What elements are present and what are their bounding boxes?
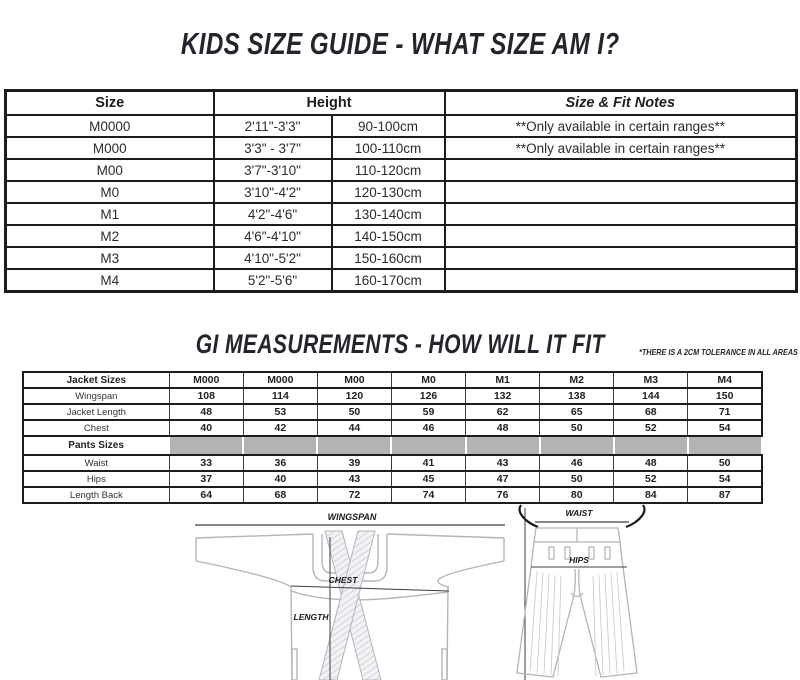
value-cell: 114 xyxy=(243,388,317,404)
row-label-cell: Length Back xyxy=(23,487,169,503)
row-label-cell: Hips xyxy=(23,471,169,487)
value-cell: 54 xyxy=(688,471,762,487)
value-cell: 53 xyxy=(243,404,317,420)
value-cell: 48 xyxy=(169,404,243,420)
value-cell: 47 xyxy=(466,471,540,487)
value-cell xyxy=(688,436,762,455)
chest-label: CHEST xyxy=(328,575,358,585)
gi-measurements-table xyxy=(22,371,763,504)
value-cell: 41 xyxy=(391,455,465,471)
height-metric-cell: 140-150cm xyxy=(332,225,445,247)
size-header-cell: M3 xyxy=(614,372,688,388)
value-cell: 48 xyxy=(614,455,688,471)
gi-measurements-table-body xyxy=(23,372,762,503)
size-cell: M1 xyxy=(6,203,214,225)
value-cell: 37 xyxy=(169,471,243,487)
height-imperial-cell: 2'11"-3'3" xyxy=(214,115,332,137)
measurement-row xyxy=(23,388,762,404)
value-cell: 72 xyxy=(317,487,391,503)
size-cell: M4 xyxy=(6,269,214,292)
value-cell: 59 xyxy=(391,404,465,420)
row-label-cell: Chest xyxy=(23,420,169,436)
size-row xyxy=(6,225,797,247)
value-cell: 132 xyxy=(466,388,540,404)
value-cell: 40 xyxy=(243,471,317,487)
size-header-cell: M4 xyxy=(688,372,762,388)
value-cell: 68 xyxy=(614,404,688,420)
value-cell: 52 xyxy=(614,471,688,487)
pants-stitch-lines xyxy=(530,572,624,676)
value-cell: 71 xyxy=(688,404,762,420)
wingspan-label: WINGSPAN xyxy=(327,512,377,522)
notes-cell xyxy=(445,247,797,269)
tolerance-note: *THERE IS A 2CM TOLERANCE IN ALL AREAS xyxy=(639,347,798,357)
height-imperial-cell: 4'6"-4'10" xyxy=(214,225,332,247)
value-cell xyxy=(540,436,614,455)
value-cell: 52 xyxy=(614,420,688,436)
row-label-cell: Waist xyxy=(23,455,169,471)
value-cell xyxy=(614,436,688,455)
chest-measure-line xyxy=(291,586,449,591)
measurement-row xyxy=(23,372,762,388)
size-row xyxy=(6,137,797,159)
height-metric-cell: 120-130cm xyxy=(332,181,445,203)
value-cell: 62 xyxy=(466,404,540,420)
height-imperial-cell: 3'7"-3'10" xyxy=(214,159,332,181)
height-column-header: Height xyxy=(214,91,445,116)
height-metric-cell: 160-170cm xyxy=(332,269,445,292)
size-cell: M3 xyxy=(6,247,214,269)
waist-label: WAIST xyxy=(565,508,593,518)
size-header-cell: M0 xyxy=(391,372,465,388)
measurement-row xyxy=(23,420,762,436)
measurement-row xyxy=(23,436,762,455)
size-row xyxy=(6,181,797,203)
height-metric-cell: 100-110cm xyxy=(332,137,445,159)
row-label-cell: Jacket Length xyxy=(23,404,169,420)
value-cell: 48 xyxy=(466,420,540,436)
value-cell: 46 xyxy=(540,455,614,471)
value-cell: 84 xyxy=(614,487,688,503)
value-cell xyxy=(169,436,243,455)
value-cell: 64 xyxy=(169,487,243,503)
value-cell: 36 xyxy=(243,455,317,471)
measurement-row xyxy=(23,471,762,487)
size-row xyxy=(6,203,797,225)
size-header-cell: M000 xyxy=(169,372,243,388)
value-cell: 50 xyxy=(540,471,614,487)
notes-cell: **Only available in certain ranges** xyxy=(445,137,797,159)
size-header-cell: M000 xyxy=(243,372,317,388)
row-label-cell: Wingspan xyxy=(23,388,169,404)
row-label-cell: Jacket Sizes xyxy=(23,372,169,388)
measurement-row xyxy=(23,404,762,420)
value-cell: 43 xyxy=(466,455,540,471)
value-cell: 87 xyxy=(688,487,762,503)
size-cell: M000 xyxy=(6,137,214,159)
measurement-row xyxy=(23,455,762,471)
value-cell: 50 xyxy=(688,455,762,471)
size-cell: M0 xyxy=(6,181,214,203)
height-imperial-cell: 3'10"-4'2" xyxy=(214,181,332,203)
value-cell: 120 xyxy=(317,388,391,404)
notes-column-header: Size & Fit Notes xyxy=(445,91,797,116)
notes-cell xyxy=(445,181,797,203)
jacket-lapels xyxy=(319,531,381,680)
notes-cell xyxy=(445,269,797,292)
value-cell: 144 xyxy=(614,388,688,404)
size-cell: M2 xyxy=(6,225,214,247)
height-imperial-cell: 5'2"-5'6" xyxy=(214,269,332,292)
notes-cell xyxy=(445,203,797,225)
length-label: LENGTH xyxy=(293,612,329,622)
kids-size-guide-title-wrap xyxy=(0,26,800,62)
size-column-header: Size xyxy=(6,91,214,116)
hips-label: HIPS xyxy=(569,555,589,565)
value-cell xyxy=(391,436,465,455)
value-cell: 40 xyxy=(169,420,243,436)
height-metric-cell: 150-160cm xyxy=(332,247,445,269)
value-cell xyxy=(466,436,540,455)
row-label-cell: Pants Sizes xyxy=(23,436,169,455)
size-row xyxy=(6,269,797,292)
height-metric-cell: 130-140cm xyxy=(332,203,445,225)
value-cell: 42 xyxy=(243,420,317,436)
value-cell: 126 xyxy=(391,388,465,404)
value-cell: 108 xyxy=(169,388,243,404)
size-cell: M00 xyxy=(6,159,214,181)
value-cell: 65 xyxy=(540,404,614,420)
value-cell: 68 xyxy=(243,487,317,503)
kids-size-table-header-row xyxy=(6,91,797,116)
size-row xyxy=(6,247,797,269)
height-imperial-cell: 3'3" - 3'7" xyxy=(214,137,332,159)
height-imperial-cell: 4'10"-5'2" xyxy=(214,247,332,269)
notes-cell xyxy=(445,159,797,181)
size-cell: M0000 xyxy=(6,115,214,137)
height-metric-cell: 90-100cm xyxy=(332,115,445,137)
value-cell: 43 xyxy=(317,471,391,487)
notes-cell: **Only available in certain ranges** xyxy=(445,115,797,137)
value-cell: 74 xyxy=(391,487,465,503)
size-row xyxy=(6,159,797,181)
kids-size-table xyxy=(4,89,798,293)
measurement-row xyxy=(23,487,762,503)
value-cell: 80 xyxy=(540,487,614,503)
value-cell: 50 xyxy=(317,404,391,420)
size-header-cell: M1 xyxy=(466,372,540,388)
kids-size-guide-title: KIDS SIZE GUIDE - WHAT SIZE AM I? xyxy=(180,26,620,61)
height-imperial-cell: 4'2"-4'6" xyxy=(214,203,332,225)
gi-jacket-diagram xyxy=(185,507,515,680)
value-cell xyxy=(317,436,391,455)
value-cell: 76 xyxy=(466,487,540,503)
gi-measurements-title: GI MEASUREMENTS - HOW WILL IT FIT xyxy=(195,329,605,359)
value-cell: 54 xyxy=(688,420,762,436)
value-cell xyxy=(243,436,317,455)
value-cell: 39 xyxy=(317,455,391,471)
value-cell: 50 xyxy=(540,420,614,436)
notes-cell xyxy=(445,225,797,247)
value-cell: 44 xyxy=(317,420,391,436)
value-cell: 45 xyxy=(391,471,465,487)
height-metric-cell: 110-120cm xyxy=(332,159,445,181)
value-cell: 150 xyxy=(688,388,762,404)
size-header-cell: M2 xyxy=(540,372,614,388)
gi-pants-diagram xyxy=(505,503,655,680)
value-cell: 46 xyxy=(391,420,465,436)
value-cell: 138 xyxy=(540,388,614,404)
kids-size-table-body xyxy=(6,115,797,292)
value-cell: 33 xyxy=(169,455,243,471)
size-row xyxy=(6,115,797,137)
size-header-cell: M00 xyxy=(317,372,391,388)
